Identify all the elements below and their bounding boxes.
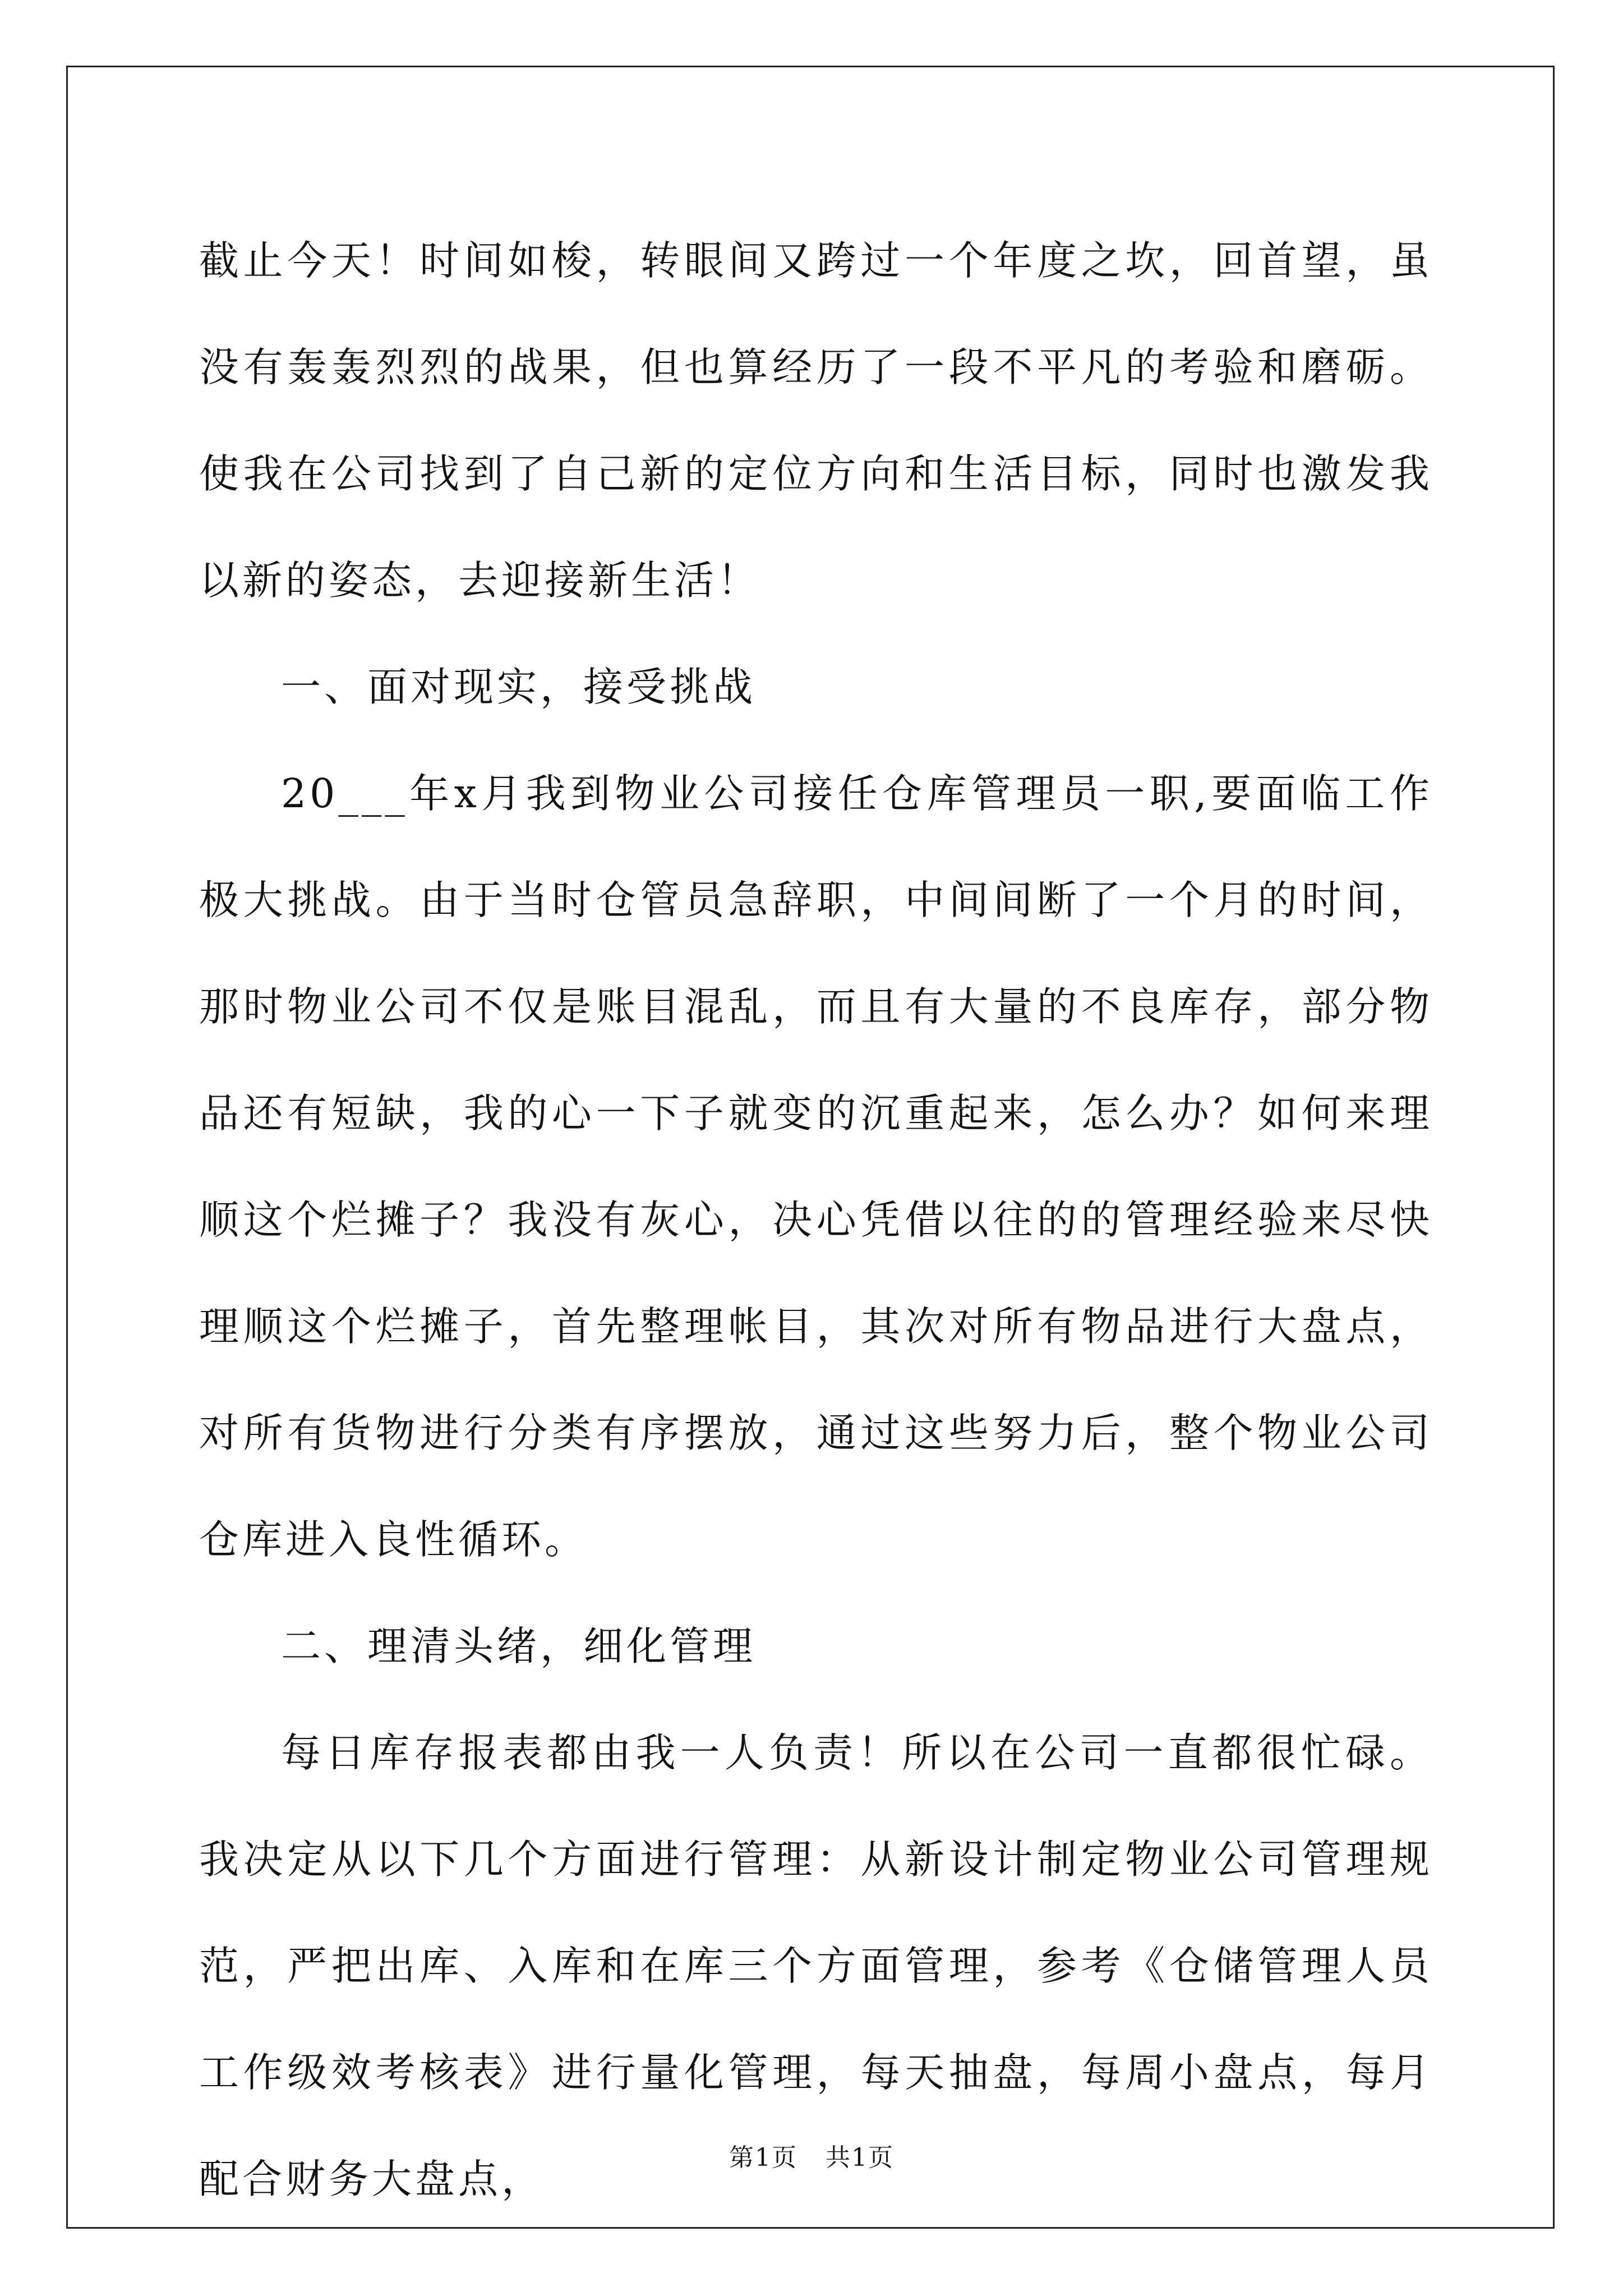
section-heading-1: 一、面对现实，接受挑战 (281, 664, 757, 710)
paragraph-section-2: 每日库存报表都由我一人负责！所以在公司一直都很忙碌。我决定从以下几个方面进行管理：从新设计制定物业公司管理规范，严把出库、入库和在库三个方面管理，参考《仓储管理人员工作级效考核表》进行量化管理，每天抽盘，每周小盘点，每月配合财务大盘点， (199, 1729, 1433, 2202)
document-body (199, 208, 1433, 2233)
page-total: 共1页 (826, 2143, 894, 2172)
page-footer (0, 2137, 1623, 2173)
page-number: 第1页 (729, 2143, 797, 2172)
section-heading-2: 二、理清头绪，细化管理 (281, 1623, 757, 1669)
paragraph-section-1: 20___年x月我到物业公司接任仓库管理员一职,要面临工作极大挑战。由于当时仓管员急辞职，中间间断了一个月的时间，那时物业公司不仅是账目混乱，而且有大量的不良库存，部分物品还有短缺，我的心一下子就变的沉重起来，怎么办？如何来理顺这个烂摊子？我没有灰心，决心凭借以往的的管理经验来尽快理顺这个烂摊子，首先整理帐目，其次对所有物品进行大盘点，对所有货物进行分类有序摆放，通过这些努力后，整个物业公司仓库进入良性循环。 (199, 770, 1433, 1563)
paragraph-intro: 截止今天！时间如梭，转眼间又跨过一个年度之坎，回首望，虽没有轰轰烈烈的战果，但也算经历了一段不平凡的考验和磨砺。使我在公司找到了自己新的定位方向和生活目标，同时也激发我以新的姿态，去迎接新生活！ (199, 237, 1433, 604)
